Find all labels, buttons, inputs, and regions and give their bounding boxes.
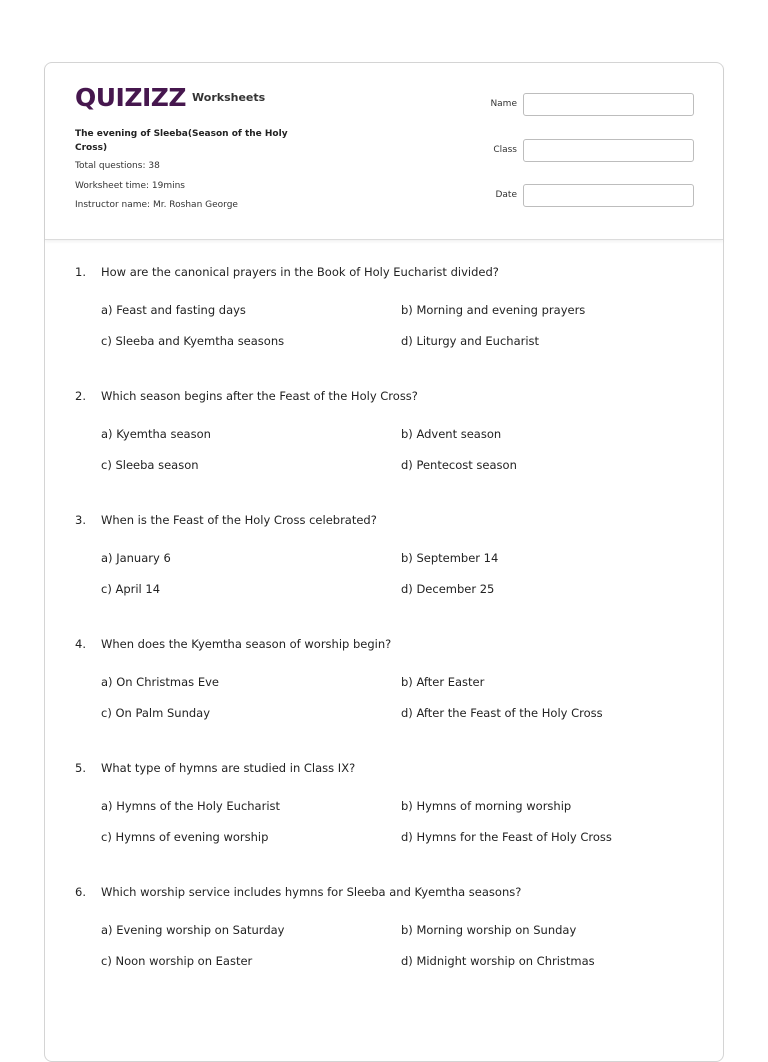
option-a: a) Feast and fasting days xyxy=(101,303,246,317)
question-number: 2. xyxy=(75,389,86,403)
worksheet-card xyxy=(44,62,724,1062)
logo-subtitle: Worksheets xyxy=(192,91,266,104)
question-item xyxy=(75,637,715,720)
question-number: 1. xyxy=(75,265,86,279)
option-a: a) On Christmas Eve xyxy=(101,675,219,689)
class-field[interactable] xyxy=(523,139,694,162)
question-item xyxy=(75,885,715,968)
class-label: Class xyxy=(493,145,517,155)
option-d: d) Midnight worship on Christmas xyxy=(401,954,595,968)
name-label: Name xyxy=(490,99,517,109)
option-b: b) Morning and evening prayers xyxy=(401,303,586,317)
question-item xyxy=(75,389,715,472)
question-item xyxy=(75,513,715,596)
question-text: When does the Kyemtha season of worship begin? xyxy=(101,637,392,651)
option-d: d) After the Feast of the Holy Cross xyxy=(401,706,603,720)
worksheet-header xyxy=(45,63,723,240)
option-b: b) Hymns of morning worship xyxy=(401,799,572,813)
question-text: How are the canonical prayers in the Book of Holy Eucharist divided? xyxy=(101,265,499,279)
question-item xyxy=(75,265,715,348)
option-c: c) Sleeba and Kyemtha seasons xyxy=(101,334,285,348)
option-a: a) Kyemtha season xyxy=(101,427,211,441)
brand xyxy=(75,85,265,110)
question-number: 3. xyxy=(75,513,86,527)
total-questions: Total questions: 38 xyxy=(75,161,160,171)
option-d: d) December 25 xyxy=(401,582,495,596)
option-b: b) September 14 xyxy=(401,551,499,565)
question-text: What type of hymns are studied in Class IX? xyxy=(101,761,356,775)
option-c: c) Hymns of evening worship xyxy=(101,830,269,844)
option-c: c) April 14 xyxy=(101,582,161,596)
name-field[interactable] xyxy=(523,93,694,116)
option-b: b) After Easter xyxy=(401,675,485,689)
option-c: c) Noon worship on Easter xyxy=(101,954,253,968)
option-b: b) Morning worship on Sunday xyxy=(401,923,577,937)
instructor-name: Instructor name: Mr. Roshan George xyxy=(75,200,238,210)
question-number: 4. xyxy=(75,637,86,651)
question-number: 6. xyxy=(75,885,86,899)
question-text: Which season begins after the Feast of the Holy Cross? xyxy=(101,389,418,403)
option-a: a) Hymns of the Holy Eucharist xyxy=(101,799,281,813)
option-d: d) Liturgy and Eucharist xyxy=(401,334,540,348)
option-a: a) Evening worship on Saturday xyxy=(101,923,285,937)
quizizz-logo: QUIZIZZ xyxy=(75,83,187,112)
question-text: Which worship service includes hymns for Sleeba and Kyemtha seasons? xyxy=(101,885,522,899)
question-item xyxy=(75,761,715,844)
option-d: d) Hymns for the Feast of Holy Cross xyxy=(401,830,612,844)
date-label: Date xyxy=(495,190,517,200)
worksheet-title: The evening of Sleeba(Season of the Holy Cross) xyxy=(75,129,288,153)
option-b: b) Advent season xyxy=(401,427,502,441)
worksheet-time: Worksheet time: 19mins xyxy=(75,181,185,191)
option-c: c) On Palm Sunday xyxy=(101,706,211,720)
question-number: 5. xyxy=(75,761,86,775)
option-d: d) Pentecost season xyxy=(401,458,517,472)
date-field[interactable] xyxy=(523,184,694,207)
option-a: a) January 6 xyxy=(101,551,171,565)
question-text: When is the Feast of the Holy Cross celebrated? xyxy=(101,513,377,527)
option-c: c) Sleeba season xyxy=(101,458,199,472)
